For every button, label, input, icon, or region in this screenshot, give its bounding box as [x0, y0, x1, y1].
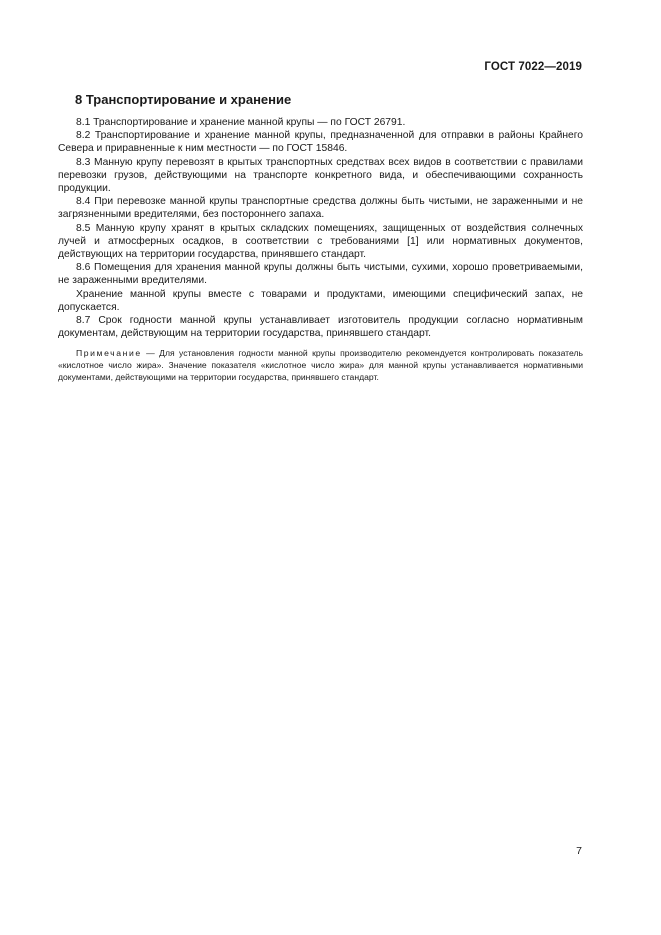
paragraph-8-7: 8.7 Срок годности манной крупы устанавливает изготовитель продукции согласно нормативным документам, действующим на территории государства, принявшего стандарт.: [58, 315, 583, 340]
note-label: Примечание: [76, 348, 142, 359]
paragraph-8-3: 8.3 Манную крупу перевозят в крытых транспортных средствах всех видов в соответствии с правилами перевозки грузов, действующими на транспорте конкретного вида, и обеспечивающими сохранность продукции.: [58, 156, 583, 195]
paragraph-8-5: 8.5 Манную крупу хранят в крытых складских помещениях, защищенных от воздействия солнечных лучей и атмосферных осадков, в соответствии с требованиями [1] или нормативных документов, действующих на территории государства, принявшего стандарт.: [58, 222, 583, 261]
paragraph-8-6-storage: Хранение манной крупы вместе с товарами и продуктами, имеющими специфический запах, не допускается.: [58, 288, 583, 313]
section-body: [58, 116, 583, 384]
page-number: 7: [576, 845, 582, 857]
section-title: 8 Транспортирование и хранение: [75, 92, 292, 107]
paragraph-8-4: 8.4 При перевозке манной крупы транспортные средства должны быть чистыми, не зараженными и не загрязненными вредителями, без постороннего запаха.: [58, 196, 583, 221]
paragraph-8-2: 8.2 Транспортирование и хранение манной крупы, предназначенной для отправки в районы Крайнего Севера и приравненные к ним местности — по ГОСТ 15846.: [58, 130, 583, 155]
paragraph-8-6: 8.6 Помещения для хранения манной крупы должны быть чистыми, сухими, хорошо проветриваемыми, не зараженными вредителями.: [58, 262, 583, 287]
standard-code: ГОСТ 7022—2019: [484, 61, 582, 73]
paragraph-8-1: 8.1 Транспортирование и хранение манной крупы — по ГОСТ 26791.: [76, 117, 406, 128]
note: [58, 348, 583, 383]
note-text: — Для установления годности манной крупы производителю рекомендуется контролировать показатель «кислотное число жира». Значение показателя «кислотное число жира» для манной крупы устанавливается нормативными документами, действующими на территории государства, принявшего стандарт.: [58, 348, 583, 383]
